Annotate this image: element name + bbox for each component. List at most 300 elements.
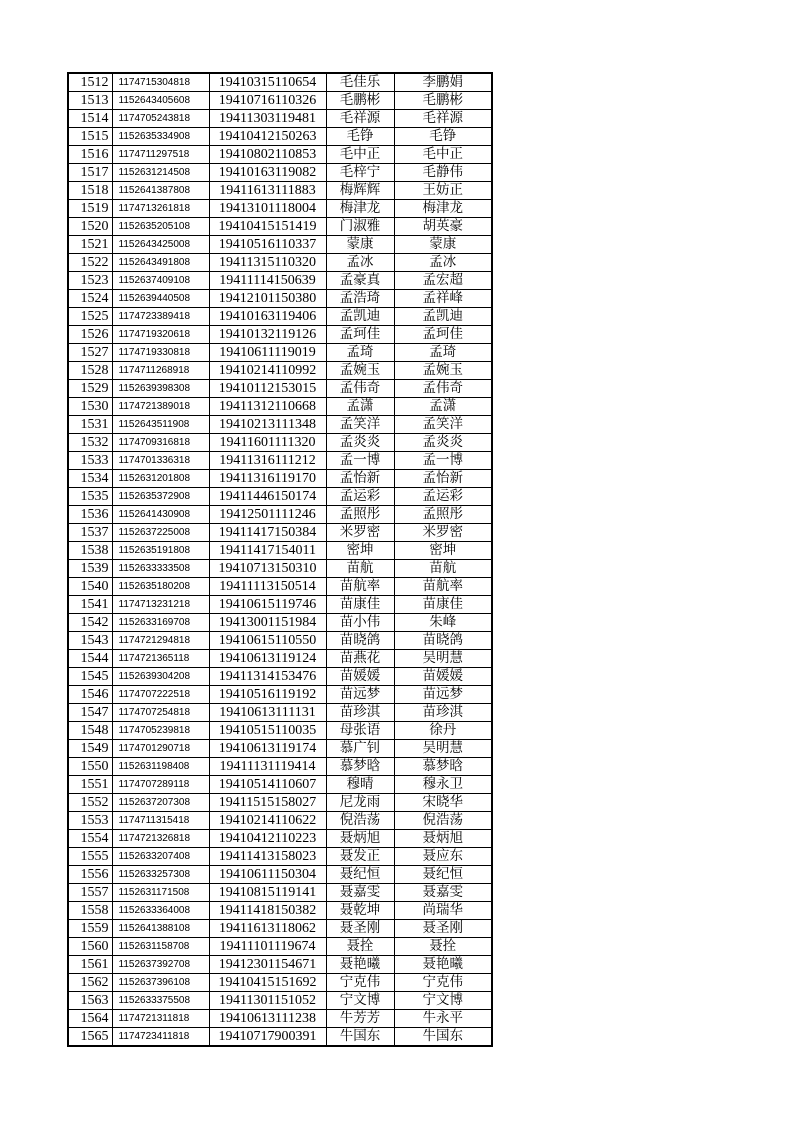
table-row: [68, 1010, 492, 1028]
table-row: [68, 704, 492, 722]
name-cell: 倪浩荡: [326, 812, 394, 830]
id-code-cell: 1152643405608: [112, 92, 209, 110]
exam-number-cell: 19413101118004: [209, 200, 326, 218]
name-2-cell: 聂炳旭: [394, 830, 492, 848]
name-2-cell: 牛国东: [394, 1028, 492, 1047]
table-row: [68, 542, 492, 560]
table-row: [68, 650, 492, 668]
table-row: [68, 992, 492, 1010]
row-number-cell: 1513: [68, 92, 112, 110]
table-row: [68, 470, 492, 488]
table-row: [68, 434, 492, 452]
row-number-cell: 1531: [68, 416, 112, 434]
name-cell: 孟珂佳: [326, 326, 394, 344]
name-cell: 牛芳芳: [326, 1010, 394, 1028]
name-2-cell: 苗媛媛: [394, 668, 492, 686]
id-code-cell: 1174711268918: [112, 362, 209, 380]
id-code-cell: 1152639440508: [112, 290, 209, 308]
exam-number-cell: 19410613111131: [209, 704, 326, 722]
name-cell: 苗小伟: [326, 614, 394, 632]
table-row: [68, 938, 492, 956]
row-number-cell: 1543: [68, 632, 112, 650]
row-number-cell: 1533: [68, 452, 112, 470]
row-number-cell: 1557: [68, 884, 112, 902]
id-code-cell: 1174721365118: [112, 650, 209, 668]
exam-number-cell: 19410315110654: [209, 73, 326, 92]
table-row: [68, 164, 492, 182]
name-cell: 孟婉玉: [326, 362, 394, 380]
row-number-cell: 1545: [68, 668, 112, 686]
row-number-cell: 1540: [68, 578, 112, 596]
table-row: [68, 452, 492, 470]
exam-number-cell: 19410112153015: [209, 380, 326, 398]
table-row: [68, 146, 492, 164]
exam-number-cell: 19410613119124: [209, 650, 326, 668]
name-cell: 毛中正: [326, 146, 394, 164]
id-code-cell: 1152633333508: [112, 560, 209, 578]
row-number-cell: 1527: [68, 344, 112, 362]
name-cell: 毛佳乐: [326, 73, 394, 92]
id-code-cell: 1152637396108: [112, 974, 209, 992]
row-number-cell: 1565: [68, 1028, 112, 1047]
name-2-cell: 苗珍淇: [394, 704, 492, 722]
id-code-cell: 1152637392708: [112, 956, 209, 974]
id-code-cell: 1152643491808: [112, 254, 209, 272]
name-2-cell: 徐丹: [394, 722, 492, 740]
id-code-cell: 1152637207308: [112, 794, 209, 812]
table-row: [68, 380, 492, 398]
table-row: [68, 524, 492, 542]
name-2-cell: 苗康佳: [394, 596, 492, 614]
name-2-cell: 孟琦: [394, 344, 492, 362]
id-code-cell: 1152641388108: [112, 920, 209, 938]
name-2-cell: 倪浩荡: [394, 812, 492, 830]
row-number-cell: 1558: [68, 902, 112, 920]
id-code-cell: 1174713231218: [112, 596, 209, 614]
name-cell: 穆晴: [326, 776, 394, 794]
name-2-cell: 毛鹏彬: [394, 92, 492, 110]
table-row: [68, 902, 492, 920]
exam-number-cell: 19410213111348: [209, 416, 326, 434]
row-number-cell: 1537: [68, 524, 112, 542]
table-row: [68, 668, 492, 686]
exam-number-cell: 19411316111212: [209, 452, 326, 470]
name-cell: 孟伟奇: [326, 380, 394, 398]
table-row: [68, 506, 492, 524]
name-2-cell: 穆永卫: [394, 776, 492, 794]
name-cell: 聂拴: [326, 938, 394, 956]
exam-number-cell: 19411613111883: [209, 182, 326, 200]
name-2-cell: 孟婉玉: [394, 362, 492, 380]
id-code-cell: 1152631171508: [112, 884, 209, 902]
name-2-cell: 苗远梦: [394, 686, 492, 704]
row-number-cell: 1530: [68, 398, 112, 416]
name-2-cell: 聂圣刚: [394, 920, 492, 938]
table-row: [68, 830, 492, 848]
exam-number-cell: 19410163119082: [209, 164, 326, 182]
id-code-cell: 1174711315418: [112, 812, 209, 830]
row-number-cell: 1517: [68, 164, 112, 182]
name-cell: 孟冰: [326, 254, 394, 272]
row-number-cell: 1555: [68, 848, 112, 866]
id-code-cell: 1174721326818: [112, 830, 209, 848]
name-2-cell: 孟笑洋: [394, 416, 492, 434]
name-cell: 苗燕花: [326, 650, 394, 668]
name-2-cell: 孟怡新: [394, 470, 492, 488]
row-number-cell: 1553: [68, 812, 112, 830]
name-cell: 孟怡新: [326, 470, 394, 488]
row-number-cell: 1551: [68, 776, 112, 794]
row-number-cell: 1541: [68, 596, 112, 614]
exam-number-cell: 19410615119746: [209, 596, 326, 614]
id-code-cell: 1152631214508: [112, 164, 209, 182]
id-code-cell: 1174707222518: [112, 686, 209, 704]
exam-number-cell: 19410214110992: [209, 362, 326, 380]
row-number-cell: 1525: [68, 308, 112, 326]
exam-number-cell: 19411315110320: [209, 254, 326, 272]
name-2-cell: 朱峰: [394, 614, 492, 632]
row-number-cell: 1523: [68, 272, 112, 290]
id-code-cell: 1152631198408: [112, 758, 209, 776]
name-2-cell: 梅津龙: [394, 200, 492, 218]
table-row: [68, 488, 492, 506]
row-number-cell: 1524: [68, 290, 112, 308]
table-row: [68, 344, 492, 362]
id-code-cell: 1152633207408: [112, 848, 209, 866]
exam-number-cell: 19411113150514: [209, 578, 326, 596]
id-code-cell: 1174701336318: [112, 452, 209, 470]
exam-number-cell: 19410713150310: [209, 560, 326, 578]
row-number-cell: 1522: [68, 254, 112, 272]
table-row: [68, 326, 492, 344]
table-row: [68, 884, 492, 902]
table-row: [68, 794, 492, 812]
name-cell: 梅辉辉: [326, 182, 394, 200]
name-2-cell: 宁文博: [394, 992, 492, 1010]
id-code-cell: 1152633257308: [112, 866, 209, 884]
exam-number-cell: 19411312110668: [209, 398, 326, 416]
table-row: [68, 254, 492, 272]
name-2-cell: 聂纪恒: [394, 866, 492, 884]
name-cell: 母张语: [326, 722, 394, 740]
name-2-cell: 孟炎炎: [394, 434, 492, 452]
name-2-cell: 孟凯迪: [394, 308, 492, 326]
exam-number-cell: 19411601111320: [209, 434, 326, 452]
row-number-cell: 1539: [68, 560, 112, 578]
row-number-cell: 1534: [68, 470, 112, 488]
id-code-cell: 1152633169708: [112, 614, 209, 632]
name-2-cell: 李鹏娟: [394, 73, 492, 92]
name-cell: 宁文博: [326, 992, 394, 1010]
table-row: [68, 866, 492, 884]
exam-number-cell: 19411301151052: [209, 992, 326, 1010]
name-2-cell: 宋晓华: [394, 794, 492, 812]
id-code-cell: 1152643511908: [112, 416, 209, 434]
exam-number-cell: 19410613119174: [209, 740, 326, 758]
table-row: [68, 578, 492, 596]
id-code-cell: 1152641430908: [112, 506, 209, 524]
name-2-cell: 毛中正: [394, 146, 492, 164]
name-2-cell: 米罗密: [394, 524, 492, 542]
row-number-cell: 1554: [68, 830, 112, 848]
row-number-cell: 1532: [68, 434, 112, 452]
name-cell: 毛铮: [326, 128, 394, 146]
row-number-cell: 1547: [68, 704, 112, 722]
exam-number-cell: 19412301154671: [209, 956, 326, 974]
name-cell: 聂乾坤: [326, 902, 394, 920]
name-2-cell: 孟宏超: [394, 272, 492, 290]
id-code-cell: 1174721311818: [112, 1010, 209, 1028]
name-cell: 苗航率: [326, 578, 394, 596]
exam-number-cell: 19410613111238: [209, 1010, 326, 1028]
table-row: [68, 398, 492, 416]
id-code-cell: 1152639304208: [112, 668, 209, 686]
name-cell: 苗媛媛: [326, 668, 394, 686]
row-number-cell: 1520: [68, 218, 112, 236]
name-cell: 牛国东: [326, 1028, 394, 1047]
id-code-cell: 1152633364008: [112, 902, 209, 920]
table-row: [68, 632, 492, 650]
name-2-cell: 慕梦晗: [394, 758, 492, 776]
name-cell: 蒙康: [326, 236, 394, 254]
name-cell: 密坤: [326, 542, 394, 560]
exam-number-cell: 19410802110853: [209, 146, 326, 164]
exam-number-cell: 19411314153476: [209, 668, 326, 686]
row-number-cell: 1518: [68, 182, 112, 200]
exam-number-cell: 19410815119141: [209, 884, 326, 902]
name-cell: 米罗密: [326, 524, 394, 542]
name-2-cell: 胡英豪: [394, 218, 492, 236]
name-cell: 孟炎炎: [326, 434, 394, 452]
exam-number-cell: 19412501111246: [209, 506, 326, 524]
table-row: [68, 290, 492, 308]
table-row: [68, 272, 492, 290]
name-2-cell: 苗航: [394, 560, 492, 578]
exam-number-cell: 19411417150384: [209, 524, 326, 542]
table-row: [68, 416, 492, 434]
name-2-cell: 聂应东: [394, 848, 492, 866]
name-2-cell: 尚瑞华: [394, 902, 492, 920]
exam-number-cell: 19410516119192: [209, 686, 326, 704]
row-number-cell: 1516: [68, 146, 112, 164]
row-number-cell: 1546: [68, 686, 112, 704]
exam-number-cell: 19410516110337: [209, 236, 326, 254]
exam-number-cell: 19411413158023: [209, 848, 326, 866]
name-cell: 聂艳曦: [326, 956, 394, 974]
name-cell: 聂发正: [326, 848, 394, 866]
name-cell: 门淑雅: [326, 218, 394, 236]
row-number-cell: 1559: [68, 920, 112, 938]
exam-number-cell: 19410415151419: [209, 218, 326, 236]
id-code-cell: 1174721389018: [112, 398, 209, 416]
name-cell: 孟潇: [326, 398, 394, 416]
exam-number-cell: 19411114150639: [209, 272, 326, 290]
table-row: [68, 812, 492, 830]
id-code-cell: 1152637225008: [112, 524, 209, 542]
table-row: [68, 776, 492, 794]
row-number-cell: 1561: [68, 956, 112, 974]
table-row: [68, 974, 492, 992]
name-cell: 苗晓鸽: [326, 632, 394, 650]
name-cell: 孟笑洋: [326, 416, 394, 434]
row-number-cell: 1552: [68, 794, 112, 812]
name-2-cell: 毛铮: [394, 128, 492, 146]
name-cell: 孟豪真: [326, 272, 394, 290]
exam-number-cell: 19410515110035: [209, 722, 326, 740]
id-code-cell: 1152635205108: [112, 218, 209, 236]
name-2-cell: 密坤: [394, 542, 492, 560]
id-code-cell: 1152635334908: [112, 128, 209, 146]
exam-number-cell: 19411417154011: [209, 542, 326, 560]
table-row: [68, 92, 492, 110]
row-number-cell: 1526: [68, 326, 112, 344]
row-number-cell: 1542: [68, 614, 112, 632]
name-cell: 苗珍淇: [326, 704, 394, 722]
exam-number-cell: 19410615110550: [209, 632, 326, 650]
name-2-cell: 聂嘉雯: [394, 884, 492, 902]
name-2-cell: 孟运彩: [394, 488, 492, 506]
name-cell: 毛祥源: [326, 110, 394, 128]
exam-number-cell: 19410514110607: [209, 776, 326, 794]
row-number-cell: 1562: [68, 974, 112, 992]
name-2-cell: 孟照彤: [394, 506, 492, 524]
row-number-cell: 1549: [68, 740, 112, 758]
name-cell: 慕广钊: [326, 740, 394, 758]
table-row: [68, 182, 492, 200]
name-cell: 聂纪恒: [326, 866, 394, 884]
name-2-cell: 聂拴: [394, 938, 492, 956]
table-row: [68, 218, 492, 236]
id-code-cell: 1152639398308: [112, 380, 209, 398]
name-2-cell: 宁克伟: [394, 974, 492, 992]
name-2-cell: 孟潇: [394, 398, 492, 416]
name-2-cell: 聂艳曦: [394, 956, 492, 974]
name-2-cell: 牛永平: [394, 1010, 492, 1028]
id-code-cell: 1152631158708: [112, 938, 209, 956]
row-number-cell: 1538: [68, 542, 112, 560]
table-row: [68, 614, 492, 632]
row-number-cell: 1515: [68, 128, 112, 146]
exam-number-cell: 19410716110326: [209, 92, 326, 110]
table-row: [68, 1028, 492, 1047]
id-code-cell: 1174701290718: [112, 740, 209, 758]
id-code-cell: 1152643425008: [112, 236, 209, 254]
id-code-cell: 1174705239818: [112, 722, 209, 740]
table-row: [68, 740, 492, 758]
name-cell: 孟运彩: [326, 488, 394, 506]
exam-number-cell: 19411131119414: [209, 758, 326, 776]
table-row: [68, 722, 492, 740]
row-number-cell: 1514: [68, 110, 112, 128]
table-row: [68, 920, 492, 938]
name-2-cell: 孟祥峰: [394, 290, 492, 308]
name-cell: 聂嘉雯: [326, 884, 394, 902]
id-code-cell: 1152633375508: [112, 992, 209, 1010]
name-cell: 毛梓宁: [326, 164, 394, 182]
name-cell: 梅津龙: [326, 200, 394, 218]
exam-number-cell: 19412101150380: [209, 290, 326, 308]
row-number-cell: 1536: [68, 506, 112, 524]
table-row: [68, 848, 492, 866]
id-code-cell: 1174723389418: [112, 308, 209, 326]
id-code-cell: 1174709316818: [112, 434, 209, 452]
name-cell: 孟一博: [326, 452, 394, 470]
exam-number-cell: 19410132119126: [209, 326, 326, 344]
id-code-cell: 1174705243818: [112, 110, 209, 128]
row-number-cell: 1544: [68, 650, 112, 668]
name-2-cell: 孟伟奇: [394, 380, 492, 398]
exam-number-cell: 19410611150304: [209, 866, 326, 884]
exam-number-cell: 19410412150263: [209, 128, 326, 146]
table-row: [68, 128, 492, 146]
name-cell: 聂炳旭: [326, 830, 394, 848]
table-row: [68, 200, 492, 218]
row-number-cell: 1564: [68, 1010, 112, 1028]
table-row: [68, 560, 492, 578]
table-row: [68, 110, 492, 128]
name-cell: 尼龙雨: [326, 794, 394, 812]
exam-number-cell: 19410611119019: [209, 344, 326, 362]
name-2-cell: 苗航率: [394, 578, 492, 596]
id-code-cell: 1174719320618: [112, 326, 209, 344]
name-cell: 孟琦: [326, 344, 394, 362]
id-code-cell: 1174723411818: [112, 1028, 209, 1047]
table-row: [68, 596, 492, 614]
name-cell: 苗康佳: [326, 596, 394, 614]
row-number-cell: 1560: [68, 938, 112, 956]
name-cell: 孟浩琦: [326, 290, 394, 308]
name-cell: 孟照彤: [326, 506, 394, 524]
row-number-cell: 1556: [68, 866, 112, 884]
exam-number-cell: 19411613118062: [209, 920, 326, 938]
name-cell: 毛鹏彬: [326, 92, 394, 110]
exam-number-cell: 19411101119674: [209, 938, 326, 956]
name-2-cell: 吴明慧: [394, 740, 492, 758]
table-row: [68, 236, 492, 254]
row-number-cell: 1529: [68, 380, 112, 398]
id-code-cell: 1174721294818: [112, 632, 209, 650]
exam-number-cell: 19410163119406: [209, 308, 326, 326]
name-2-cell: 吴明慧: [394, 650, 492, 668]
name-2-cell: 孟珂佳: [394, 326, 492, 344]
id-code-cell: 1174713261818: [112, 200, 209, 218]
exam-number-cell: 19411418150382: [209, 902, 326, 920]
id-code-cell: 1152631201808: [112, 470, 209, 488]
exam-number-cell: 19411446150174: [209, 488, 326, 506]
name-2-cell: 王妨正: [394, 182, 492, 200]
row-number-cell: 1550: [68, 758, 112, 776]
id-code-cell: 1174715304818: [112, 73, 209, 92]
id-code-cell: 1152641387808: [112, 182, 209, 200]
row-number-cell: 1535: [68, 488, 112, 506]
name-cell: 苗航: [326, 560, 394, 578]
id-code-cell: 1174707254818: [112, 704, 209, 722]
row-number-cell: 1519: [68, 200, 112, 218]
name-cell: 宁克伟: [326, 974, 394, 992]
table-row: [68, 758, 492, 776]
table-row: [68, 308, 492, 326]
exam-number-cell: 19410415151692: [209, 974, 326, 992]
name-2-cell: 孟一博: [394, 452, 492, 470]
row-number-cell: 1548: [68, 722, 112, 740]
id-code-cell: 1152635372908: [112, 488, 209, 506]
exam-number-cell: 19411515158027: [209, 794, 326, 812]
id-code-cell: 1152635180208: [112, 578, 209, 596]
id-code-cell: 1174719330818: [112, 344, 209, 362]
id-code-cell: 1152635191808: [112, 542, 209, 560]
name-2-cell: 孟冰: [394, 254, 492, 272]
name-cell: 苗远梦: [326, 686, 394, 704]
